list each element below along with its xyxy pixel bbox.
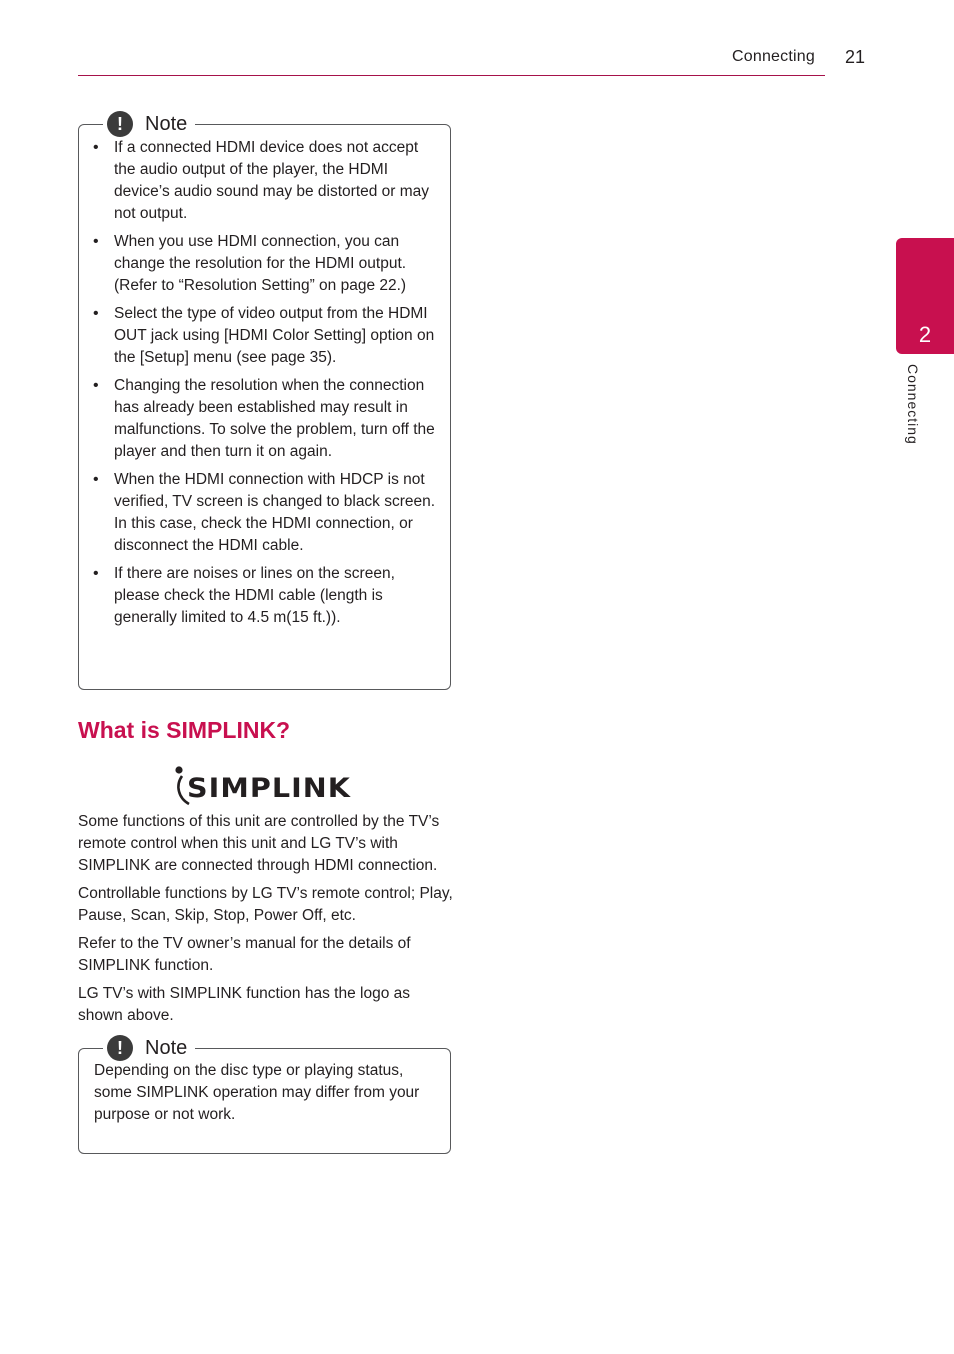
header-divider (78, 75, 825, 76)
chapter-number: 2 (918, 322, 932, 347)
section-heading: What is SIMPLINK? (78, 717, 291, 743)
note-header (103, 1035, 195, 1061)
chapter-tab (896, 238, 954, 354)
exclamation-icon: ! (107, 111, 133, 137)
note-text: Depending on the disc type or playing status, some SIMPLINK operation may differ from your purpose or not work. (94, 1062, 420, 1123)
section-body (78, 811, 458, 1033)
note-item: • If there are noises or lines on the screen, please check the HDMI cable (length is generally limited to 4.5 m(15 ft.)). (79, 563, 450, 629)
note-title: Note (145, 1036, 188, 1059)
simplink-logo-text: SIMPLINK (187, 773, 352, 804)
chapter-label: Connecting (905, 364, 921, 445)
note-header (103, 111, 195, 137)
page-number: 21 (845, 47, 866, 67)
note-item: • If a connected HDMI device does not accept the audio output of the player, the HDMI device’s audio sound may be distorted or may not output. (79, 137, 450, 225)
note-item: • Select the type of video output from the HDMI OUT jack using [HDMI Color Setting] option on the [Setup] menu (see page 35). (79, 303, 450, 369)
body-paragraph: Controllable functions by LG TV’s remote control; Play, Pause, Scan, Skip, Stop, Power Off, etc. (78, 885, 453, 924)
note-item: • Changing the resolution when the connection has already been established may result in malfunctions. To solve the problem, turn off the player and then turn it on again. (79, 375, 450, 463)
note-item: • When you use HDMI connection, you can change the resolution for the HDMI output. (Refer to “Resolution Setting” on page 22.) (79, 231, 450, 297)
note-title: Note (145, 112, 188, 135)
exclamation-icon: ! (107, 1035, 133, 1061)
simplink-logo (172, 762, 356, 810)
body-paragraph: Some functions of this unit are controlled by the TV’s remote control when this unit and LG TV’s with SIMPLINK are connected through HDMI connection. (78, 813, 440, 874)
body-paragraph: Refer to the TV owner’s manual for the details of SIMPLINK function. (78, 935, 411, 974)
note-box-hdmi (78, 112, 451, 690)
note-box-simplink (78, 1036, 451, 1154)
note-list (79, 125, 450, 629)
body-paragraph: LG TV’s with SIMPLINK function has the logo as shown above. (78, 985, 410, 1024)
note-item: • When the HDMI connection with HDCP is not verified, TV screen is changed to black screen. In this case, check the HDMI connection, or disconnect the HDMI cable. (79, 469, 450, 557)
header-section-title: Connecting (732, 48, 815, 65)
